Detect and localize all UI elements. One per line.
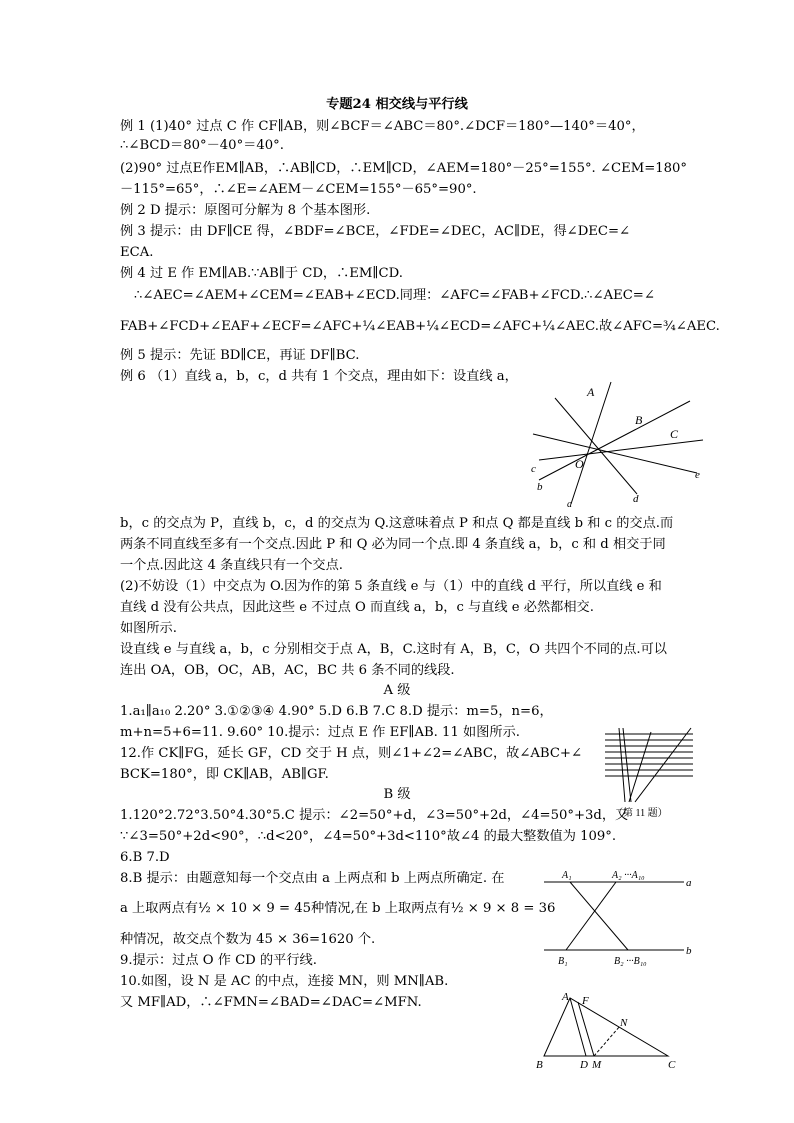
label-C: C [668,1059,676,1071]
label-A: A [562,991,569,1003]
label-A: A [587,385,595,399]
text-line: ∴∠AEC=∠AEM+∠CEM=∠EAB+∠ECD.同理：∠AFC=∠FAB+∠FCD.∴∠AEC=∠ [134,288,655,303]
figure-question-11 [595,722,705,820]
label-d: d [633,493,639,505]
label-a: a [567,499,572,510]
text-line: m+n=5+6=11. 9.60° 10.提示：过点 E 作 EF∥AB. 11 如图所示. [120,725,520,740]
text-line: 例 6 （1）直线 a，b，c，d 共有 1 个交点，理由如下：设直线 a， [120,369,518,384]
label-M: M [592,1059,602,1071]
line-c [539,440,703,460]
text-line: 又 MF∥AD，∴∠FMN=∠BAD=∠DAC=∠MFN. [120,995,422,1010]
text-line: ECA. [120,245,154,260]
text-line: 例 2 D 提示：原图可分解为 8 个基本图形. [120,203,371,218]
label-c: c [531,463,536,475]
figure-11-caption: （第 11 题） [613,808,668,819]
label-b: b [537,481,543,493]
text-line: 连出 OA，OB，OC，AB，AC，BC 共 6 条不同的线段. [120,663,455,678]
text-line: 6.B 7.D [120,850,170,865]
label-F: F [582,995,589,1007]
text-line: 直线 d 没有公共点，因此这些 e 不过点 O 而直线 a，b，c 与直线 e 必然都相交. [120,600,594,615]
text-line: 例 4 过 E 作 EM∥AB.∵AB∥于 CD，∴EM∥CD. [120,266,403,281]
text-line: 种情况，故交点个数为 45 × 36=1620 个. [120,932,376,947]
label-B: B [635,413,643,427]
text-line: 一个点.因此这 4 条直线只有一个交点. [120,558,343,573]
figure-example-6 [525,378,725,513]
figure-question-10 [530,988,690,1078]
text-line: 9.提示：过点 O 作 CD 的平行线. [120,953,317,968]
label-C: C [670,427,679,441]
text-line: (2)不妨设（1）中交点为 O.因为作的第 5 条直线 e 与（1）中的直线 d 平行，所以直线 e 和 [120,579,662,594]
text-line: 10.如图，设 N 是 AC 的中点，连接 MN，则 MN∥AB. [120,974,449,989]
text-line: 例 3 提示：由 DF∥CE 得，∠BDF=∠BCE，∠FDE=∠DEC，AC∥DE，得∠DEC=∠ [120,224,631,239]
text-line: 例 1 (1)40° 过点 C 作 CF∥AB，则∠BCF＝∠ABC＝80°.∠DCF＝180°—140°＝40°， [120,119,645,134]
label-B2-B10: B₂ ···B₁₀ [614,956,647,967]
triangle-abc [544,998,668,1056]
label-A1: A₁ [562,870,572,881]
label-O: O [575,457,584,471]
text-line: 例 5 提示：先证 BD∥CE，再证 DF∥BC. [120,348,360,363]
line-d [555,398,637,494]
text-line: 设直线 e 与直线 a，b，c 分别相交于点 A，B，C.这时有 A，B，C，O 共四个不同的点.可以 [120,642,667,657]
text-line: a 上取两点有½ × 10 × 9 = 45种情况,在 b 上取两点有½ × 9 × 8 = 36 [120,901,556,916]
text-line: 两条不同直线至多有一个交点.因此 P 和 Q 必为同一个点.即 4 条直线 a，b，c 和 d 相交于同 [120,537,666,552]
page-title: 专题24 相交线与平行线 [326,97,468,112]
text-line: BCK=180°，即 CK∥AB，AB∥GF. [120,767,329,782]
text-line: 如图所示. [120,621,177,636]
level-b-heading: B 级 [383,787,411,802]
text-line: 8.B 提示：由题意知每一个交点由 a 上两点和 b 上两点所确定. 在 [120,871,505,886]
label-e: e [695,469,700,481]
text-line: (2)90° 过点E作EM∥AB，∴AB∥CD，∴EM∥CD，∠AEM=180°－25°=155°. ∠CEM=180° [120,161,688,176]
figure-question-8 [532,868,712,968]
text-line: 12.作 CK∥FG，延长 GF，CD 交于 H 点，则∠1+∠2=∠ABC，故∠ABC+∠ [120,746,583,761]
label-b: b [686,945,692,957]
text-line: 1.120°2.72°3.50°4.30°5.C 提示：∠2=50°+d，∠3=50°+2d，∠4=50°+3d，又 [120,808,629,823]
text-line: －115°=65°，∴∠E=∠AEM－∠CEM=155°－65°=90°. [120,182,477,197]
text-line: FAB+∠FCD+∠EAF+∠ECF=∠AFC+¼∠EAB+¼∠ECD=∠AFC+¼∠AEC.故∠AFC=¾∠AEC. [120,319,720,334]
text-line: ∵∠3=50°+2d<90°，∴d<20°，∠4=50°+3d<110°故∠4 的最大整数值为 109°. [120,829,617,844]
label-N: N [620,1017,628,1029]
text-line: 1.a₁∥a₁₀ 2.20° 3.①②③④ 4.90° 5.D 6.B 7.C 8.D 提示：m=5，n=6， [120,704,553,719]
text-line: b，c 的交点为 P，直线 b，c，d 的交点为 Q.这意味着点 P 和点 Q 都是直线 b 和 c 的交点.而 [120,516,674,531]
line-a [571,382,611,504]
label-B: B [536,1059,543,1071]
label-a: a [686,877,692,889]
label-B1: B₁ [558,956,568,967]
text-line: ∴∠BCD＝80°－40°＝40°. [120,138,284,153]
label-A2-A10: A₂ ···A₁₀ [612,870,645,881]
level-a-heading: A 级 [383,683,411,698]
label-D: D [580,1059,588,1071]
